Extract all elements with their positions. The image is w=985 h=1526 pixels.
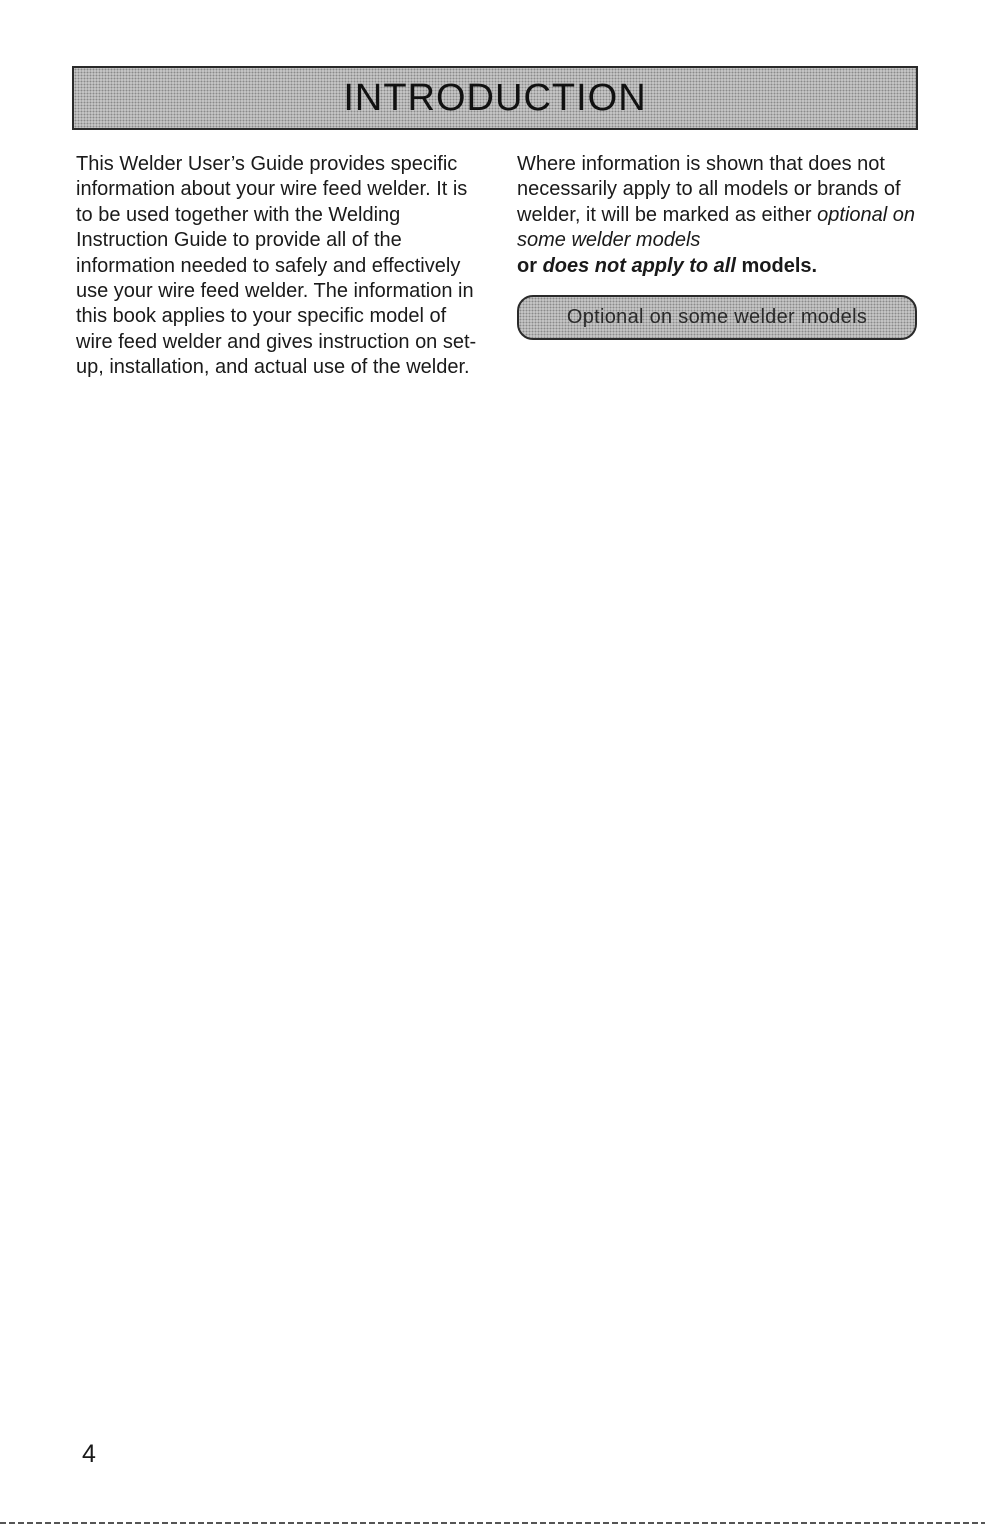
section-title-bar: [72, 66, 918, 130]
or-word: or: [517, 254, 537, 277]
optional-phrase: optional on some welder models: [517, 203, 916, 252]
optional-models-badge: [517, 295, 917, 340]
optional-models-badge-label: Optional on some welder models: [566, 306, 868, 328]
page-bottom-edge: [0, 1522, 985, 1524]
not-apply-phrase: does not apply to all: [542, 254, 736, 277]
intro-paragraph: This Welder User’s Guide provides specific information about your wire feed welder. It is to be used together with the Welding Instruction Guide to provide all of the information needed to safely and effectively use your wire feed welder. The information in this book applies to your specific model of wire feed welder and gives instruction on set-up, installation, and actual use of the welder.: [76, 153, 477, 379]
page-number: 4: [82, 1440, 96, 1468]
marking-explanation: [517, 152, 917, 279]
models-word: models.: [741, 254, 818, 277]
marking-intro-text: Where information is shown that does not necessarily apply to all models or brands of welder, it will be marked as either: [517, 153, 901, 226]
section-title: INTRODUCTION: [343, 76, 647, 119]
